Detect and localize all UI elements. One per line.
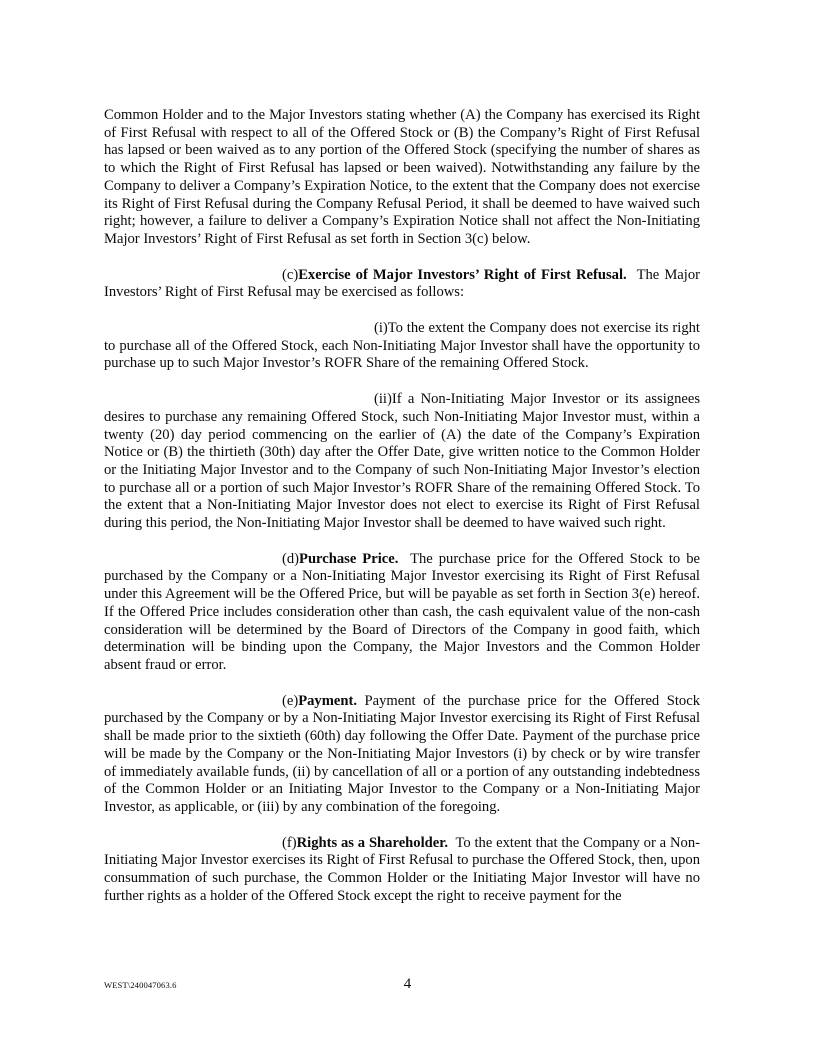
section-heading: Rights as a Shareholder.: [296, 834, 449, 851]
section-3f: [104, 835, 700, 906]
section-text: The Major Investors’ Right of First Refusal may be exercised as follows:: [104, 266, 700, 301]
subsection-text: To the extent the Company does not exercise its right to purchase all of the Offered Stock, each Non-Initiating Major Investor shall have the opportunity to purchase up to such Major Investor’s ROFR Share of the remaining Offered Stock.: [104, 320, 700, 372]
section-label: (d): [282, 550, 300, 567]
section-3e: [104, 693, 700, 817]
section-3c-i: [104, 320, 700, 373]
paragraph-continuation: [104, 107, 700, 249]
subsection-label: (ii): [374, 391, 392, 408]
subsection-text: If a Non-Initiating Major Investor or its assignees desires to purchase any remaining Offered Stock, such Non-Initiating Major Investor must, within a twenty (20) day period commencing on the earlier of (A) the date of the Company’s Expiration Notice or (B) the thirtieth (30th) day after the Offer Date, give written notice to the Common Holder or the Initiating Major Investor and to the Company of such Non-Initiating Major Investor’s election to purchase all or a portion of such Major Investor’s ROFR Share of the remaining Offered Stock. To the extent that a Non-Initiating Major Investor does not elect to exercise its Right of First Refusal during this period, the Non-Initiating Major Investor shall be deemed to have waived such right.: [104, 391, 700, 532]
section-heading: Payment.: [298, 692, 357, 709]
page-body: [104, 107, 700, 923]
section-label: (f): [282, 834, 297, 851]
section-3c: [104, 267, 700, 302]
section-label: (e): [282, 692, 299, 709]
section-heading: Purchase Price.: [299, 550, 399, 567]
section-text: Payment of the purchase price for the Offered Stock purchased by the Company or by a Non-Initiating Major Investor exercising its Right of First Refusal shall be made prior to the sixtieth (60th) day following the Offer Date. Payment of the purchase price will be made by the Company or the Non-Initiating Major Investors (i) by check or by wire transfer of immediately available funds, (ii) by cancellation of all or a portion of any outstanding indebtedness of the Common Holder or an Initiating Major Investor to the Company or a Non-Initiating Major Investor, as applicable, or (iii) by any combination of the foregoing.: [104, 692, 700, 815]
section-text: The purchase price for the Offered Stock to be purchased by the Company or a Non-Initiating Major Investor exercising its Right of First Refusal under this Agreement will be the Offered Price, but will be payable as set forth in Section 3(e) hereof. If the Offered Price includes consideration other than cash, the cash equivalent value of the non-cash consideration will be determined by the Board of Directors of the Company in good faith, which determination will be binding upon the Company, the Major Investors and the Common Holder absent fraud or error.: [104, 550, 700, 673]
page-number: 4: [403, 976, 412, 992]
section-text: To the extent that the Company or a Non-Initiating Major Investor exercises its Right of First Refusal to purchase the Offered Stock, then, upon consummation of such purchase, the Common Holder or the Initiating Major Investor will have no further rights as a holder of the Offered Stock except the right to receive payment for the: [104, 834, 700, 904]
section-3d: [104, 551, 700, 675]
section-label: (c): [282, 266, 299, 283]
subsection-label: (i): [374, 320, 388, 337]
paragraph-text: Common Holder and to the Major Investors stating whether (A) the Company has exercised its Right of First Refusal with respect to all of the Offered Stock or (B) the Company’s Right of First Refusal has lapsed or been waived as to any portion of the Offered Stock (specifying the number of shares as to which the Right of First Refusal has lapsed or been waived). Notwithstanding any failure by the Company to deliver a Company’s Expiration Notice, to the extent that the Company does not exercise its Right of First Refusal during the Company Refusal Period, it shall be deemed to have waived such right; however, a failure to deliver a Company’s Expiration Notice shall not affect the Non-Initiating Major Investors’ Right of First Refusal as set forth in Section 3(c) below.: [104, 107, 700, 247]
document-id: WEST\240047063.6: [104, 980, 177, 990]
section-3c-ii: [104, 391, 700, 533]
section-heading: Exercise of Major Investors’ Right of First Refusal.: [298, 266, 627, 283]
